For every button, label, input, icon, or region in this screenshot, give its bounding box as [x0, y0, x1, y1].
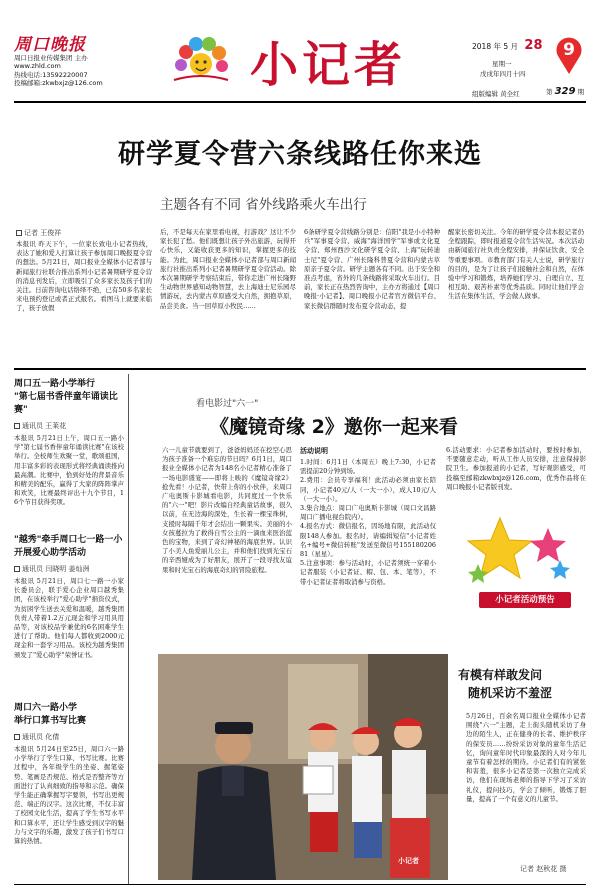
left-story-2-body: 本报讯 5月21日，周口七一路一小家长委员会，联手爱心企业周口越秀集团，在该校举行"爱心助学"捐资仪式，为贫困学生送去关爱和温暖，越秀集团负责人带着1.2万元现金和学习用具用品等，对该校品学兼优的6名困难学生进行了帮助。他们每人都收到2000元现金和一套学习用品。该校为越秀集团颁发了"爱心助学"荣誉证书。 [14, 577, 124, 659]
lunar-date: 戊戌年四月十四 [480, 70, 526, 78]
page-number: 9 [563, 40, 575, 60]
left-story-1-headline: 周口五一路小学举行 "第七届书香伴童年诵读比赛" [14, 379, 118, 415]
left-story-3-headline: 周口六一路小学 举行口算书写比赛 [14, 703, 87, 726]
lead-col-2: 后，不是每天在家里看电视，打游戏？这让不少家长犯了愁。他们既想让孩子外出旅游，玩得开心快乐，又能收获更多的知识，掌握更多的技能。为此，周口报业全媒体小记者部与周口新闻旅行社推出系列小记者暑期研学夏令营活动。除本次暑期研学考察结束后，带你走进广州长隆野生动物世界感知动物智慧，去上海迪士尼乐园尽情游玩，去内蒙古草原感受大自然，拥抱草原，品尝美食。当一回草原小牧民…… [160, 228, 296, 310]
lead-byline: 记者 王俊祥 [16, 228, 61, 238]
activity-preview-label: 小记者活动预告 [479, 592, 571, 608]
bottom-credit: 记者 赵秋花 摄 [520, 865, 567, 873]
section-title: 小记者 [250, 37, 407, 93]
issue-number: 第 329 期 [546, 86, 585, 97]
photo-vest-text: 小记者 [398, 857, 419, 865]
date-block: 2018 年 5 月 28 [472, 38, 543, 53]
interview-photo [158, 654, 448, 880]
movie-kicker: 看电影过"六一" [196, 399, 259, 409]
left-story-3-body: 本报讯 5月24日至25日，周口六一路小学举行了学生口算、书写比赛。比赛过程中，各年级学生的坐姿、握笔姿势、笔画是否规范、格式是否整齐等方面进行了认真细致的指导和示范。确保学生能正确掌握写字要领，书写出更规范、端正的汉字。这次比赛，不仅丰富了校园文化生活，提高了学生书写水平和口算水平，还让学生感受到汉字的魅力与文字的乐趣，激发了孩子们书写口算的热情。 [14, 745, 124, 846]
left-story-2-headline: "越秀"牵手周口七一路一小 开展爱心助学活动 [14, 535, 123, 558]
movie-details: 活动说明 1.时间：6月1日（本周五）晚上7:30，小记者需提前20分钟到场。 2.费用：会员专享福利！此活动必须由家长陪同，小记者40元/人（一大一小），成人10元/人（一大一小）。 3.集合地点：周口广电奥斯卡影城（周口文昌路周口广播电视台院内）。 4.报名方式：微信报名，因场地有限，此活动仅限148人参加。报名时，请编辑短信"小记者姓名+编号+微信转账"发送至微信号15518020681（星星）。 5.注意事项：参与活动时，小记者须统一穿着小记者服装（小记者证、帽、包、本、笔等），不带小记者证者将取消参与资格。 [300, 447, 436, 586]
lead-col-3: 6条研学夏令营线路分别是：信阳"我是小小特种兵"军事夏令营、威海"海洋国学"军事或文化夏令营、郑州西沙文化研学夏令营、上海"玩转迪士尼"夏令营、广州长隆科普夏令营和内蒙古草原亲子夏令营。研学主题各有不同。出于安全和准点考虑，省外的几条线路将采取火车出行。目前，家长正在热烈咨询中，主办方将通过【周口晚报·小记者】、周口晚报小记者官方微信平台、家长微信群随时发布夏令营动态，提 [304, 228, 440, 310]
lead-headline: 研学夏令营六条线路任你来选 [118, 139, 482, 170]
bottom-headline: 有模有样敢发问 随机采访不羞涩 [458, 668, 553, 700]
date-day: 28 [524, 38, 543, 53]
bottom-body: 5月26日，百余名周口报业全媒体小记者围绕"六一"主题，走上街头随机采访了身边的陌生人，正在健身的长者、维护秩序的保安员……纷纷采访对象的童年生活记忆，询问童年时代印象最深的人对今年儿童节有着怎样的期待。小记者们有的紧张和害羞，很多小记者是第一次独立完成采访，他们在现场老师的指导下学习了采访礼仪，提问技巧，学会了倾听，锻炼了胆量，提高了一个有意义的儿童节。 [466, 712, 586, 803]
flower-logo-icon [166, 34, 236, 86]
editor-credit: 组版编辑 黄全红 [472, 90, 520, 98]
star-graphic-icon [460, 514, 580, 590]
weekday: 星期一 [492, 60, 512, 68]
publisher-info: 周口日报业传媒集团 主办 www.zhld.com 热线电话:13592220007 投稿邮箱:zkwbxjz@126.com [14, 54, 103, 88]
lead-col-1: 本报讯 昨天下午，一位家长致电小记者热线，表达了她和爱人打算让孩子参加周口晚报夏令营的想法。5月21日，周口报业全媒体小记者部与新闻旅行社联合推出系列小记者暑期研学夏令营的消息刊发后，立即吸引了众多家长及孩子们的关注。日前咨询电话络绎不绝，已有50多名家长来电预约登记或者正式报名。看图马上就要来临了，孩子放假 [16, 240, 152, 313]
paper-logo: 周口晚报 [14, 35, 86, 55]
movie-headline: 《魔镜奇缘 2》邀你一起来看 [210, 416, 458, 438]
lead-bottom-rule [14, 368, 586, 370]
lead-subheadline: 主题各有不同 省外线路乘火车出行 [160, 197, 367, 213]
masthead-rule [14, 101, 586, 103]
lead-col-4: 醒家长密切关注。今年的研学夏令营本报记者仍全程跟踪，即时报道夏令营生活实况。本次活动由新闻旅行社负责全程安排，并保证饮食、安全等重要事项。市教育部门有关人士说，研学旅行的目的，是为了让孩子们接触社会和自然，在体验中学习和锻炼，培养她们学习、自理自立、互相互助、艰苦朴素等优秀品质。同时让他们学会生活在集体生活，学会做人做事。 [448, 228, 584, 301]
left-story-3: 周口六一路小学 举行口算书写比赛 通讯员 化倩 本报讯 5月24日至25日，周口六一路小学举行了学生口算、书写比赛。比赛过程中，各年级学生的坐姿、握笔姿势、笔画是否规范、格式是否整齐等方面进行了认真细致的指导和示范。确保学生能正确掌握写字要领，书写出更规范、端正的汉字。这次比赛，不仅丰富了校园文化生活，提高了学生书写水平和口算水平，还让学生感受到汉字的魅力与文字的乐趣，激发了孩子们书写口算的热情。 [14, 702, 124, 875]
left-column-divider [128, 374, 129, 884]
masthead [0, 0, 600, 100]
left-story-1-body: 本报讯 5月21日上午，周口五一路小学"第七届书香伴童年诵读比赛"在该校举行。全校师生欢聚一堂，歌颂祖国，用丰富多彩的表现形式将经典诵读推向最高潮。比赛中，恰到好处的背景音乐和精美的配乐，赢得了大家的阵阵掌声和欢笑，比赛最终评出十九个节目，16个节目获得奖项。 [14, 434, 124, 507]
left-story-2: "越秀"牵手周口七一路一小 开展爱心助学活动 通讯员 闫晓明 姜灿洲 本报讯 5月21日，周口七一路一小家长委员会，联手爱心企业周口越秀集团，在该校举行"爱心助学"捐资仪式，为贫困学生送去关爱和温暖，越秀集团负责人带着1.2万元现金和学习用具用品等，对该校品学兼优的6名困难学生进行了帮助。他们每人都收到2000元现金和一套学习用品。该校为越秀集团颁发了"爱心助学"荣誉证书。 [14, 534, 124, 681]
movie-preview: 6.活动要求：小记者参加活动时，要按时参加，不要随意走动，听从工作人员安排，注意保持影院卫生。参加报道的小记者，写好观影感受，可投稿至邮箱zkwbxjz@126.com，优秀作品将在周口晚报小记者版刊发。 [446, 446, 586, 491]
left-story-1: 周口五一路小学举行 "第七届书香伴童年诵读比赛" 通讯员 王莱花 本报讯 5月21日上午，周口五一路小学"第七届书香伴童年诵读比赛"在该校举行。全校师生欢聚一堂，歌颂祖国，用丰富多彩的表现形式将经典诵读推向最高潮。比赛中，恰到好处的背景音乐和精美的配乐，赢得了大家的阵阵掌声和欢笑，比赛最终评出十九个节目，16个节目获得奖项。 [14, 378, 124, 526]
page-bottom-rule [14, 884, 586, 885]
movie-intro: 六一儿童节就要到了，爸爸妈妈还在挖空心思为孩子准备一个难忘的节日吗？6月1日，周口报业全媒体小记者为148名小记者精心准备了一场电影盛宴——即将上映的《魔镜奇缘2》抢先看！小记者，快带上你的小伙伴，来周口广电奥斯卡影城看电影，共同度过一个快乐的"六一"吧！影片改编自经典童话故事，很久以前，在无边海的深处，生长着一棵宝珠树，支援时每隔千年才会结出一颗果实。美丽的小女孩蔓拉为了救得自雪公主的一滴血来医治蓝色的宝物，来到了奇幻神秘的海底世界。认识了小美人鱼爱丽儿公主，并和他们找到光宝石的辛西娅成为了好朋友，展开了一段寻找友谊果和时光宝石的海底奇幻的冒险旅程。 [162, 446, 292, 574]
